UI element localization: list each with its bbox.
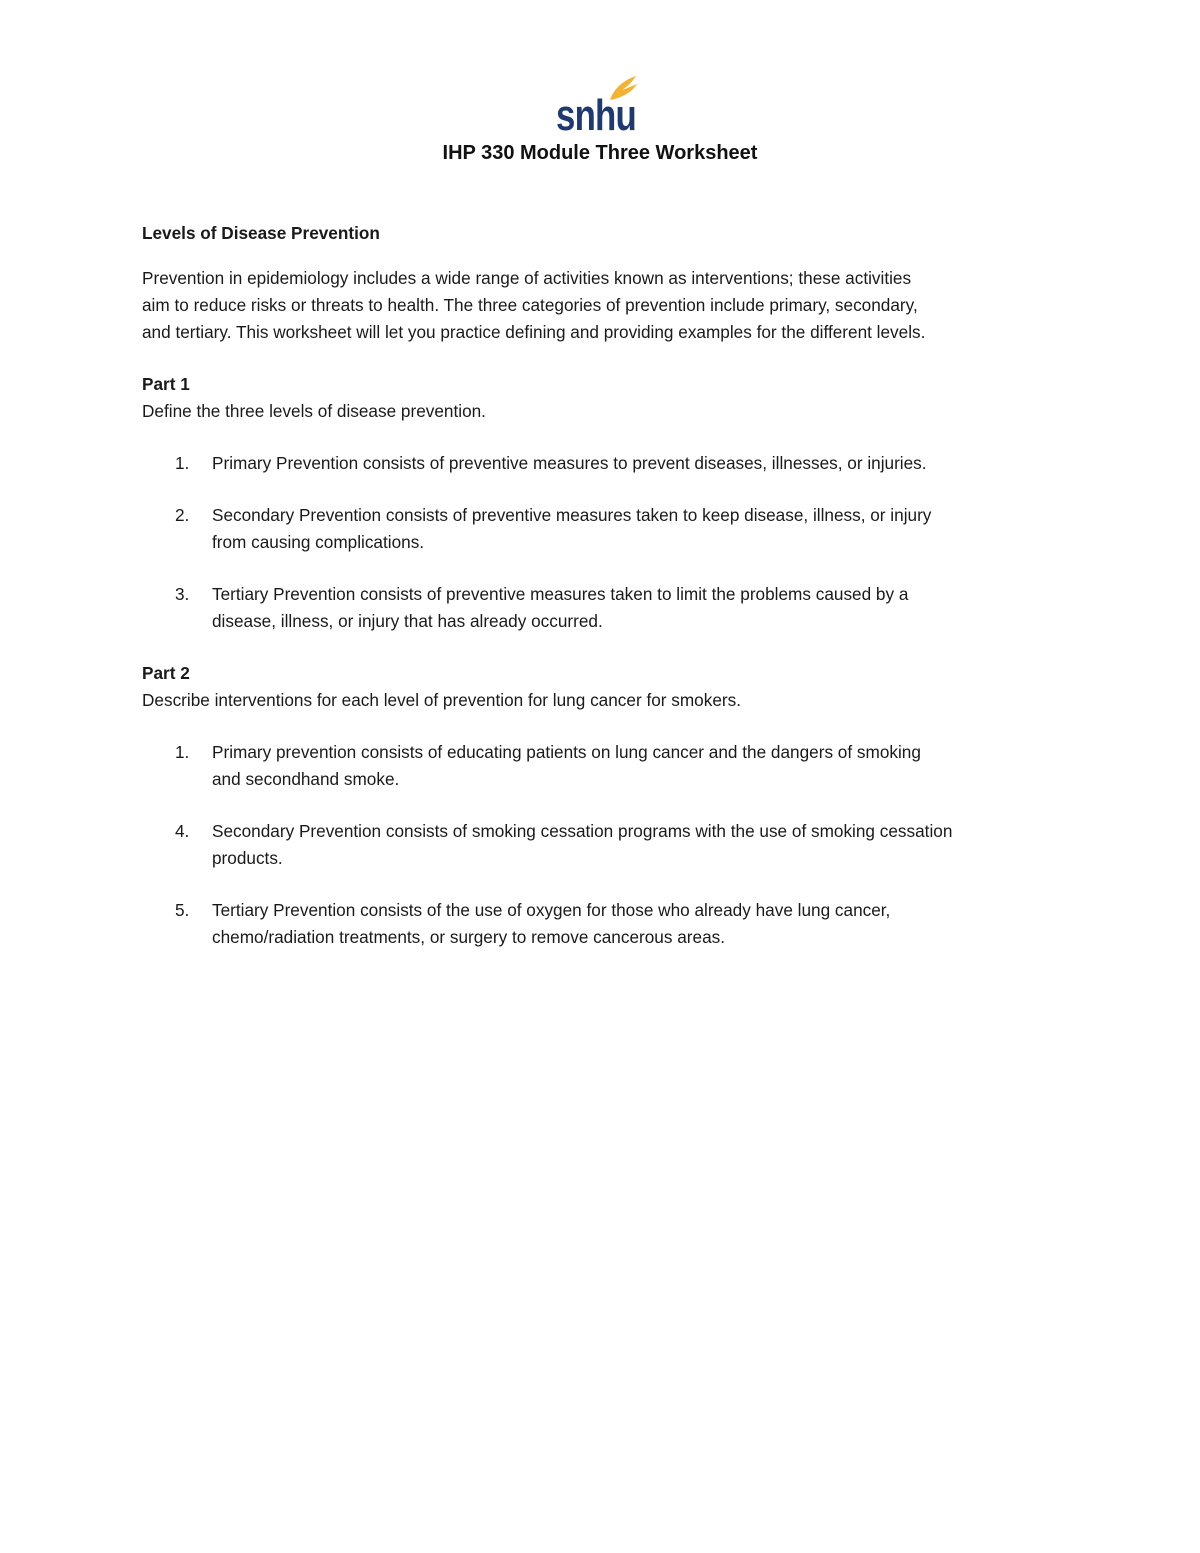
list-item: [142, 897, 1062, 951]
list-item-text: and secondhand smoke.: [212, 769, 400, 789]
list-number: 1.: [175, 742, 190, 762]
list-item: [142, 739, 1062, 793]
list-number: 1.: [175, 453, 190, 473]
part2-prompt: Describe interventions for each level of prevention for lung cancer for smokers.: [142, 690, 741, 710]
section-heading: Levels of Disease Prevention: [142, 223, 380, 243]
list-item-text: chemo/radiation treatments, or surgery to remove cancerous areas.: [212, 927, 725, 947]
list-item-text: products.: [212, 848, 283, 868]
list-item: [142, 450, 1062, 477]
list-item: [142, 581, 1062, 635]
list-item-text: Secondary Prevention consists of preventive measures taken to keep disease, illness, or injury: [212, 505, 932, 525]
intro-line: Prevention in epidemiology includes a wide range of activities known as interventions; these activities: [142, 268, 912, 288]
list-item-text: Primary prevention consists of educating patients on lung cancer and the dangers of smoking: [212, 742, 921, 762]
list-number: 5.: [175, 900, 190, 920]
list-number: 3.: [175, 584, 190, 604]
snhu-logo: [548, 70, 648, 136]
list-item-text: Secondary Prevention consists of smoking cessation programs with the use of smoking cessation: [212, 821, 953, 841]
list-item-text: from causing complications.: [212, 532, 425, 552]
part2-heading: Part 2: [142, 663, 190, 683]
part1-prompt: Define the three levels of disease prevention.: [142, 401, 486, 421]
list-item-text: disease, illness, or injury that has already occurred.: [212, 611, 603, 631]
snhu-wordmark: snhu: [556, 91, 636, 136]
list-item-text: Primary Prevention consists of preventive measures to prevent diseases, illnesses, or injuries.: [212, 453, 927, 473]
document-title: IHP 330 Module Three Worksheet: [442, 142, 758, 164]
part2-list: [142, 739, 1062, 951]
list-item: [142, 818, 1062, 872]
part1-list: [142, 450, 1062, 635]
document-body: [142, 220, 1062, 951]
list-item: [142, 502, 1062, 556]
list-item-text: Tertiary Prevention consists of the use of oxygen for those who already have lung cancer,: [212, 900, 891, 920]
list-number: 2.: [175, 505, 190, 525]
intro-paragraph: [142, 265, 1062, 346]
list-number: 4.: [175, 821, 190, 841]
list-item-text: Tertiary Prevention consists of preventive measures taken to limit the problems caused by a: [212, 584, 909, 604]
intro-line: aim to reduce risks or threats to health. The three categories of prevention include primary, secondary,: [142, 295, 918, 315]
intro-line: and tertiary. This worksheet will let you practice defining and providing examples for the different levels.: [142, 322, 926, 342]
part1-heading: Part 1: [142, 374, 190, 394]
